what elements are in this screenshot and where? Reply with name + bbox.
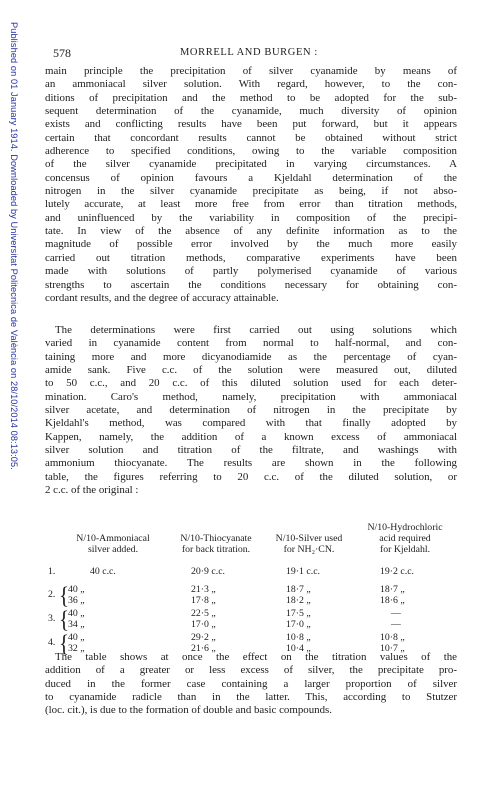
paragraph-3	[45, 651, 457, 718]
text-line: taining more and more dicyanodiamide as the percentage of cyan-	[45, 350, 457, 363]
text-line: cordant results, and the degree of accuracy attainable.	[45, 291, 279, 304]
text-line: silver solution and titration of the filtrate, and washings with	[45, 444, 457, 457]
text-line: to 50 c.c., and 20 c.c. of this diluted solution used for each deter-	[45, 377, 457, 390]
text-line: exists and conflicting results have been put forward, but it appears	[45, 118, 457, 131]
text-line: sequent determination of the cyanamide, much diversity of opinion	[45, 105, 457, 118]
text-line: strengths to ascertain the conditions necessary for obtaining con-	[45, 278, 457, 291]
text-line: 2 c.c. of the original :	[45, 484, 139, 497]
text-line: nitrogen in the silver cyanamide precipitate as being, if not abso-	[45, 185, 457, 198]
text-line: (loc. cit.), is due to the formation of double and basic compounds.	[45, 704, 333, 717]
header-silver-used: N/10-Silver used for NH₂·CN.	[275, 533, 343, 555]
text-line: adherence to specified conditions, owing to the variable composition	[45, 145, 457, 158]
text-line: of the silver cyanamide precipitated in varying circumstances. A	[45, 158, 457, 171]
text-line: ammonium thiocyanate. The results are shown in the following	[45, 457, 457, 470]
text-line: lutely accurate, at least more free from error than titration methods,	[45, 198, 457, 211]
table-row: 1. 40 c.c. 20·9 c.c. 19·1 c.c. 19·2 c.c.	[48, 566, 415, 577]
table-row: 2. { 40 „ 36 „ 21·3 „ 17·8 „ 18·7 „ 18·2 „ 18·7 „ 18·6 „	[48, 581, 405, 610]
text-line: carried out titration methods, comparative experiments have been	[45, 251, 457, 264]
publication-side-note	[3, 22, 19, 622]
text-line: The table shows at once the effect on the titration values of the	[55, 651, 457, 663]
text-line: Kjeldahl's method, was compared with that finally adopted by	[45, 417, 457, 430]
text-line: concensus of opinion favours a Kjeldahl determination of the	[45, 171, 457, 184]
page-number: 578	[53, 46, 71, 60]
paragraph-1	[45, 65, 457, 305]
header-thiocyanate: N/10-Thiocyanate for back titration.	[180, 533, 252, 555]
results-table	[45, 522, 457, 656]
text-line: Kappen, namely, the addition of a known excess of ammoniacal	[45, 430, 457, 443]
text-line: duced in the former case containing a larger proportion of silver	[45, 677, 457, 690]
header-ammoniacal-silver: N/10-Ammoniacal silver added.	[76, 533, 150, 555]
text-line: certain that concordant results cannot be obtained without strict	[45, 131, 457, 144]
text-line: table, the figures referring to 20 c.c. of the diluted solution, or	[45, 470, 457, 483]
text-line: The determinations were first carried out using solutions which	[55, 324, 457, 336]
text-line: to cyanamide radicle than in the latter. This, according to Stutzer	[45, 691, 457, 704]
text-line: addition of a greater or less excess of silver, the precipitate pro-	[45, 664, 457, 677]
brace-glyph: {	[59, 605, 70, 634]
text-line: magnitude of possible error involved by the much more easily	[45, 238, 457, 251]
brace-glyph: {	[59, 629, 70, 658]
running-head: MORRELL AND BURGEN :	[180, 47, 318, 58]
table-row: 4. { 40 „ 32 „ 29·2 „ 21·6 „ 10·8 „ 10·4 „ 10·8 „ 10·7 „	[48, 629, 405, 658]
header-hydrochloric-acid: N/10-Hydrochloric acid required for Kjeldahl.	[367, 522, 443, 555]
side-note-text: Published on 01 January 1914. Downloaded by Universitat Politecnica de València on 28/10/2014 08:13:05.	[9, 22, 19, 470]
text-line: made with solutions of partly polymerised cyanamide of various	[45, 265, 457, 278]
text-line: varied in cyanamide content from normal to half-normal, and con-	[45, 337, 457, 350]
text-line: ditions of precipitation and the method to be adopted for the sub-	[45, 91, 457, 104]
text-line: mination. Caro's method, namely, precipitation with ammoniacal	[45, 390, 457, 403]
paragraph-2	[45, 324, 457, 497]
table-row: 3. { 40 „ 34 „ 22·5 „ 17·0 „ 17·5 „ 17·0 „ — —	[48, 605, 401, 634]
text-line: amide sank. Five c.c. of the solution were measured out, diluted	[45, 364, 457, 377]
brace-glyph: {	[59, 581, 70, 610]
table-header	[45, 522, 457, 568]
text-line: silver acetate, and determination of nitrogen in the precipitate by	[45, 404, 457, 417]
text-line: main principle the precipitation of silver cyanamide by means of	[45, 65, 457, 77]
text-line: and uninfluenced by the variability in composition of the precipi-	[45, 211, 457, 224]
text-line: tate. In view of the absence of any definite information as to the	[45, 225, 457, 238]
text-line: an ammoniacal silver solution. With regard, however, to the con-	[45, 78, 457, 91]
